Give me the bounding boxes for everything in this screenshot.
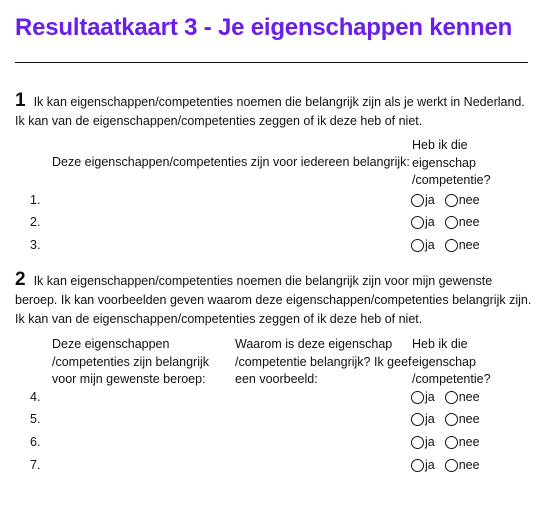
row-5-choice <box>411 411 480 428</box>
column-properties-line: /competenties zijn belangrijk <box>52 354 210 369</box>
title-divider <box>15 62 528 63</box>
section-2-column-properties <box>52 336 209 389</box>
radio-circle-icon <box>411 216 424 229</box>
section-1-intro <box>15 91 535 131</box>
row-4-choice <box>411 389 480 406</box>
ja-label: ja <box>425 215 435 229</box>
row-2-ja-radio[interactable] <box>411 214 435 231</box>
radio-circle-icon <box>445 239 458 252</box>
radio-circle-icon <box>445 194 458 207</box>
ja-label: ja <box>425 238 435 252</box>
row-number-2: 2. <box>30 215 41 229</box>
nee-label: nee <box>458 215 480 229</box>
radio-circle-icon <box>411 391 424 404</box>
ja-label: ja <box>425 193 435 207</box>
page-title: Resultaatkaart 3 - Je eigenschappen kennen <box>15 14 513 41</box>
row-number-3: 3. <box>30 238 41 252</box>
row-number-7: 7. <box>30 458 41 472</box>
nee-label: nee <box>458 390 480 404</box>
section-1-column-have <box>412 137 491 190</box>
section-1-text: Ik kan eigenschappen/competenties noemen die belangrijk zijn als je werkt in Nederland. Ik kan van de eigenschappen/competenties zeggen of ik deze heb of niet. <box>15 95 525 128</box>
row-1-ja-radio[interactable] <box>411 192 435 209</box>
row-4-nee-radio[interactable] <box>445 389 480 406</box>
row-1-nee-radio[interactable] <box>445 192 480 209</box>
nee-label: nee <box>458 238 480 252</box>
row-number-1: 1. <box>30 193 41 207</box>
row-3-nee-radio[interactable] <box>445 237 480 254</box>
column-why-line: /competentie belangrijk? Ik geef <box>235 354 412 369</box>
radio-circle-icon <box>411 413 424 426</box>
nee-label: nee <box>458 458 480 472</box>
row-6-nee-radio[interactable] <box>445 434 480 451</box>
column-have-line: eigenschap <box>412 155 476 170</box>
column-have-line: /competentie? <box>412 372 491 386</box>
column-why-line: Waarom is deze eigenschap <box>235 337 393 351</box>
ja-label: ja <box>425 390 435 404</box>
column-have-line: eigenschap <box>412 354 476 369</box>
section-2-text: Ik kan eigenschappen/competenties noemen die belangrijk zijn voor mijn gewenste beroep. Ik kan voorbeelden geven waarom deze eigenschappen/competenties belangrijk zijn. Ik kan van de eigenschappen/competenties zeggen of ik deze heb of niet. <box>15 274 532 326</box>
radio-circle-icon <box>411 459 424 472</box>
row-5-ja-radio[interactable] <box>411 411 435 428</box>
section-2-column-why <box>235 336 412 389</box>
row-7-choice <box>411 457 480 474</box>
row-6-ja-radio[interactable] <box>411 434 435 451</box>
radio-circle-icon <box>445 216 458 229</box>
row-1-choice <box>411 192 480 209</box>
row-2-nee-radio[interactable] <box>445 214 480 231</box>
radio-circle-icon <box>411 194 424 207</box>
row-6-choice <box>411 434 480 451</box>
row-7-ja-radio[interactable] <box>411 457 435 474</box>
row-4-ja-radio[interactable] <box>411 389 435 406</box>
ja-label: ja <box>425 435 435 449</box>
radio-circle-icon <box>411 436 424 449</box>
column-have-line: Heb ik die <box>412 337 468 351</box>
row-number-5: 5. <box>30 412 41 426</box>
radio-circle-icon <box>445 413 458 426</box>
column-properties-line: voor mijn gewenste beroep: <box>52 372 206 386</box>
radio-circle-icon <box>445 391 458 404</box>
section-2-number: 2 <box>15 269 26 290</box>
row-number-4: 4. <box>30 390 41 404</box>
ja-label: ja <box>425 412 435 426</box>
ja-label: ja <box>425 458 435 472</box>
nee-label: nee <box>458 435 480 449</box>
section-1-number: 1 <box>15 90 26 111</box>
nee-label: nee <box>458 193 480 207</box>
nee-label: nee <box>458 412 480 426</box>
radio-circle-icon <box>445 459 458 472</box>
column-have-line: /competentie? <box>412 173 491 187</box>
row-5-nee-radio[interactable] <box>445 411 480 428</box>
section-1-column-properties: Deze eigenschappen/competenties zijn voor iedereen belangrijk: <box>52 155 410 169</box>
radio-circle-icon <box>445 436 458 449</box>
radio-circle-icon <box>411 239 424 252</box>
column-properties-line: Deze eigenschappen <box>52 337 170 351</box>
row-2-choice <box>411 214 480 231</box>
section-2-column-have <box>412 336 491 389</box>
row-7-nee-radio[interactable] <box>445 457 480 474</box>
column-why-line: een voorbeeld: <box>235 372 318 386</box>
row-3-choice <box>411 237 480 254</box>
row-number-6: 6. <box>30 435 41 449</box>
section-2-intro <box>15 270 535 329</box>
column-have-line: Heb ik die <box>412 138 468 152</box>
row-3-ja-radio[interactable] <box>411 237 435 254</box>
